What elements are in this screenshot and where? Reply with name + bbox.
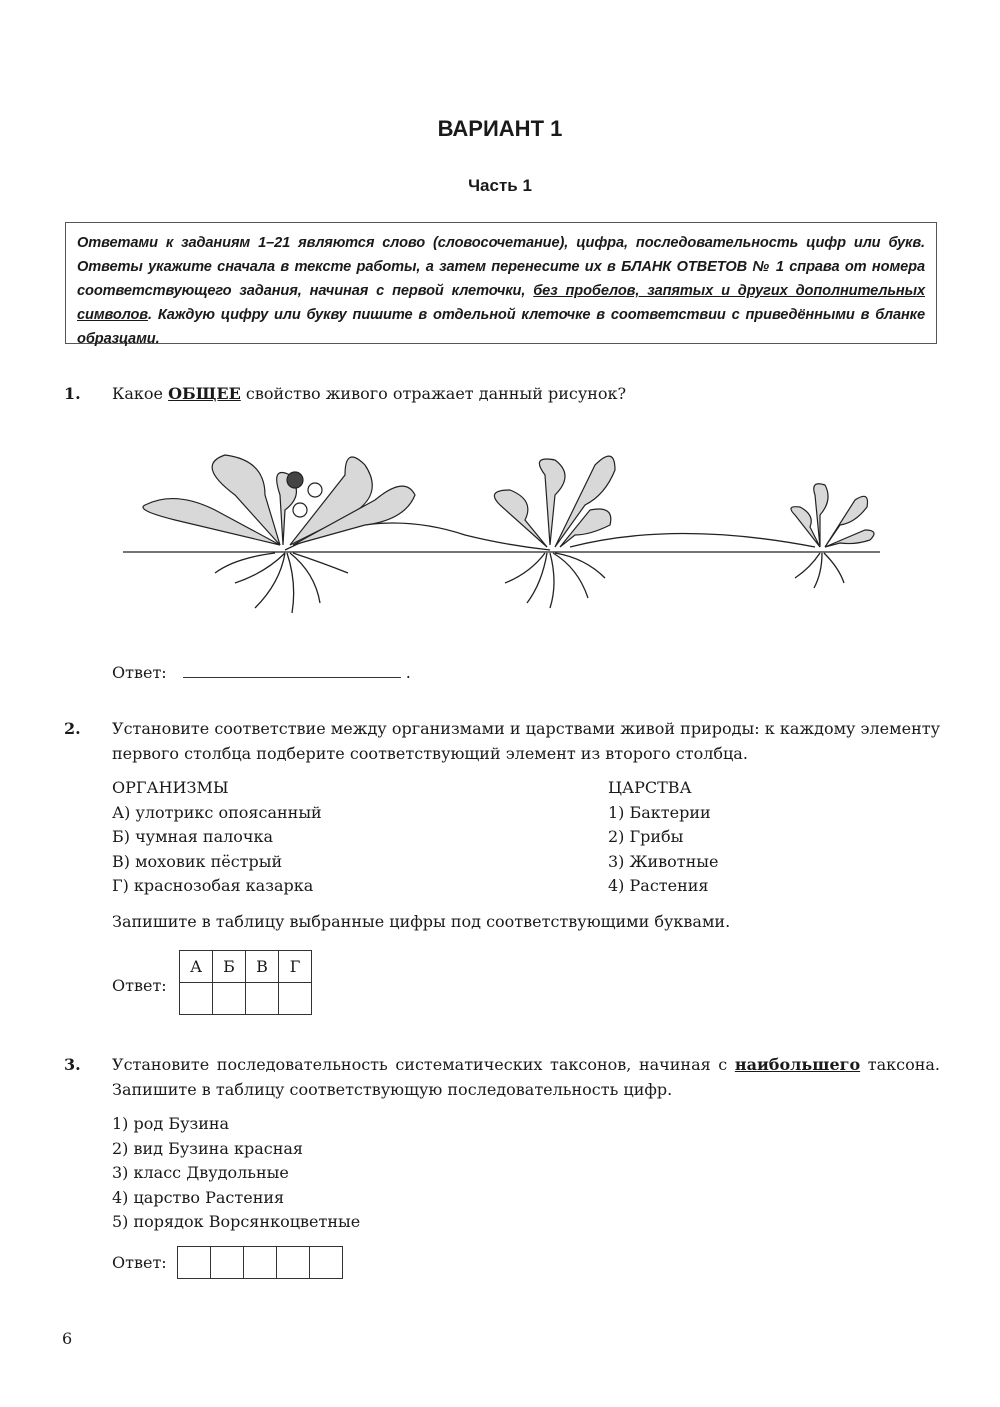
page-number: 6 <box>62 1329 73 1348</box>
variant-title: ВАРИАНТ 1 <box>437 116 563 141</box>
instructions-box <box>65 222 937 347</box>
question-2-text: Установите соответствие между организмами и царствами живой природы: к каждому элементу первого столбца подберите соответствующий элемент из второго столбца. <box>112 719 940 763</box>
organism-item: А) улотрикс опоясанный <box>112 802 322 822</box>
kingdom-item: 1) Бактерии <box>608 802 711 822</box>
taxa-list <box>112 1112 360 1235</box>
roots-2 <box>505 553 605 608</box>
organism-item: В) моховик пёстрый <box>112 851 283 871</box>
q3-emphasis: наибольшего <box>734 1055 861 1074</box>
organism-item: Г) краснозобая казарка <box>112 876 314 895</box>
answer-cell[interactable] <box>310 1247 343 1279</box>
question-2-instruction: Запишите в таблицу выбранные цифры под соответствующими буквами. <box>112 912 731 931</box>
roots-3 <box>795 553 844 588</box>
table-header-a: А <box>180 951 213 983</box>
question-3-number: 3. <box>64 1055 81 1074</box>
instructions-text: Ответами к заданиям 1–21 являются слово (словосочетание), цифра, последовательность цифр или букв. Ответы укажите сначала в тексте работы, а затем перенесите их в БЛАНК ОТВЕТОВ № 1 справа от номера соответствующего задания, начиная с первой клеточки, <box>77 235 925 299</box>
instructions-text-end: . Каждую цифру или букву пишите в отдельной клеточке в соответствии с приведёнными в бланке образцами. <box>77 307 925 347</box>
taxon-item: 2) вид Бузина красная <box>112 1138 304 1158</box>
answer-cell[interactable] <box>279 983 312 1015</box>
answer-blank[interactable] <box>183 663 401 678</box>
taxon-item: 1) род Бузина <box>112 1114 230 1133</box>
plant-3-leaves <box>791 484 874 547</box>
question-1-text <box>112 382 940 407</box>
question-2-answer-label: Ответ: <box>112 976 167 995</box>
question-3-text <box>112 1053 940 1102</box>
instructions-underlined: без пробелов, запятых и других дополнительных символов <box>77 283 925 323</box>
answer-label: Ответ: <box>112 663 167 682</box>
question-3-answer-label: Ответ: <box>112 1253 167 1272</box>
q1-text-b: свойство живого отражает данный рисунок? <box>240 384 627 403</box>
answer-cell[interactable] <box>244 1247 277 1279</box>
question-2-answer-table <box>179 950 312 1015</box>
kingdom-item: 2) Грибы <box>608 827 684 846</box>
kingdom-item: 3) Животные <box>608 851 719 871</box>
question-3-answer-table <box>177 1246 343 1279</box>
roots-1 <box>215 553 348 613</box>
kingdoms-column <box>608 776 719 899</box>
strawberry-runners-illustration <box>115 435 890 620</box>
question-1-answer-line <box>112 661 411 686</box>
question-2-number: 2. <box>64 719 81 738</box>
kingdom-item: 4) Растения <box>608 876 709 895</box>
answer-cell[interactable] <box>213 983 246 1015</box>
table-header-g: Г <box>279 951 312 983</box>
plant-2-leaves <box>494 456 615 547</box>
answer-cell[interactable] <box>180 983 213 1015</box>
plant-1-leaves <box>143 455 415 545</box>
answer-cell[interactable] <box>211 1247 244 1279</box>
part-heading: Часть 1 <box>468 176 532 195</box>
q3-text-a: Установите последовательность систематических таксонов, начиная с <box>112 1055 735 1074</box>
answer-cell[interactable] <box>178 1247 211 1279</box>
taxon-item: 3) класс Двудольные <box>112 1163 289 1182</box>
organisms-column <box>112 776 322 899</box>
table-header-v: В <box>246 951 279 983</box>
taxon-item: 5) порядок Ворсянкоцветные <box>112 1212 361 1231</box>
organisms-header: ОРГАНИЗМЫ <box>112 778 229 797</box>
q1-text-a: Какое <box>112 384 169 403</box>
answer-end: . <box>405 663 411 682</box>
kingdoms-header: ЦАРСТВА <box>608 778 692 797</box>
q3-text-b: таксона. Запишите в таблицу соответствующую последовательность цифр. <box>112 1055 941 1099</box>
runner-2 <box>570 534 815 548</box>
answer-cell[interactable] <box>246 983 279 1015</box>
question-1-number: 1. <box>64 384 81 403</box>
organism-item: Б) чумная палочка <box>112 827 274 846</box>
q1-emphasis: ОБЩЕЕ <box>168 384 241 403</box>
taxon-item: 4) царство Растения <box>112 1187 285 1207</box>
table-header-b: Б <box>213 951 246 983</box>
answer-cell[interactable] <box>277 1247 310 1279</box>
